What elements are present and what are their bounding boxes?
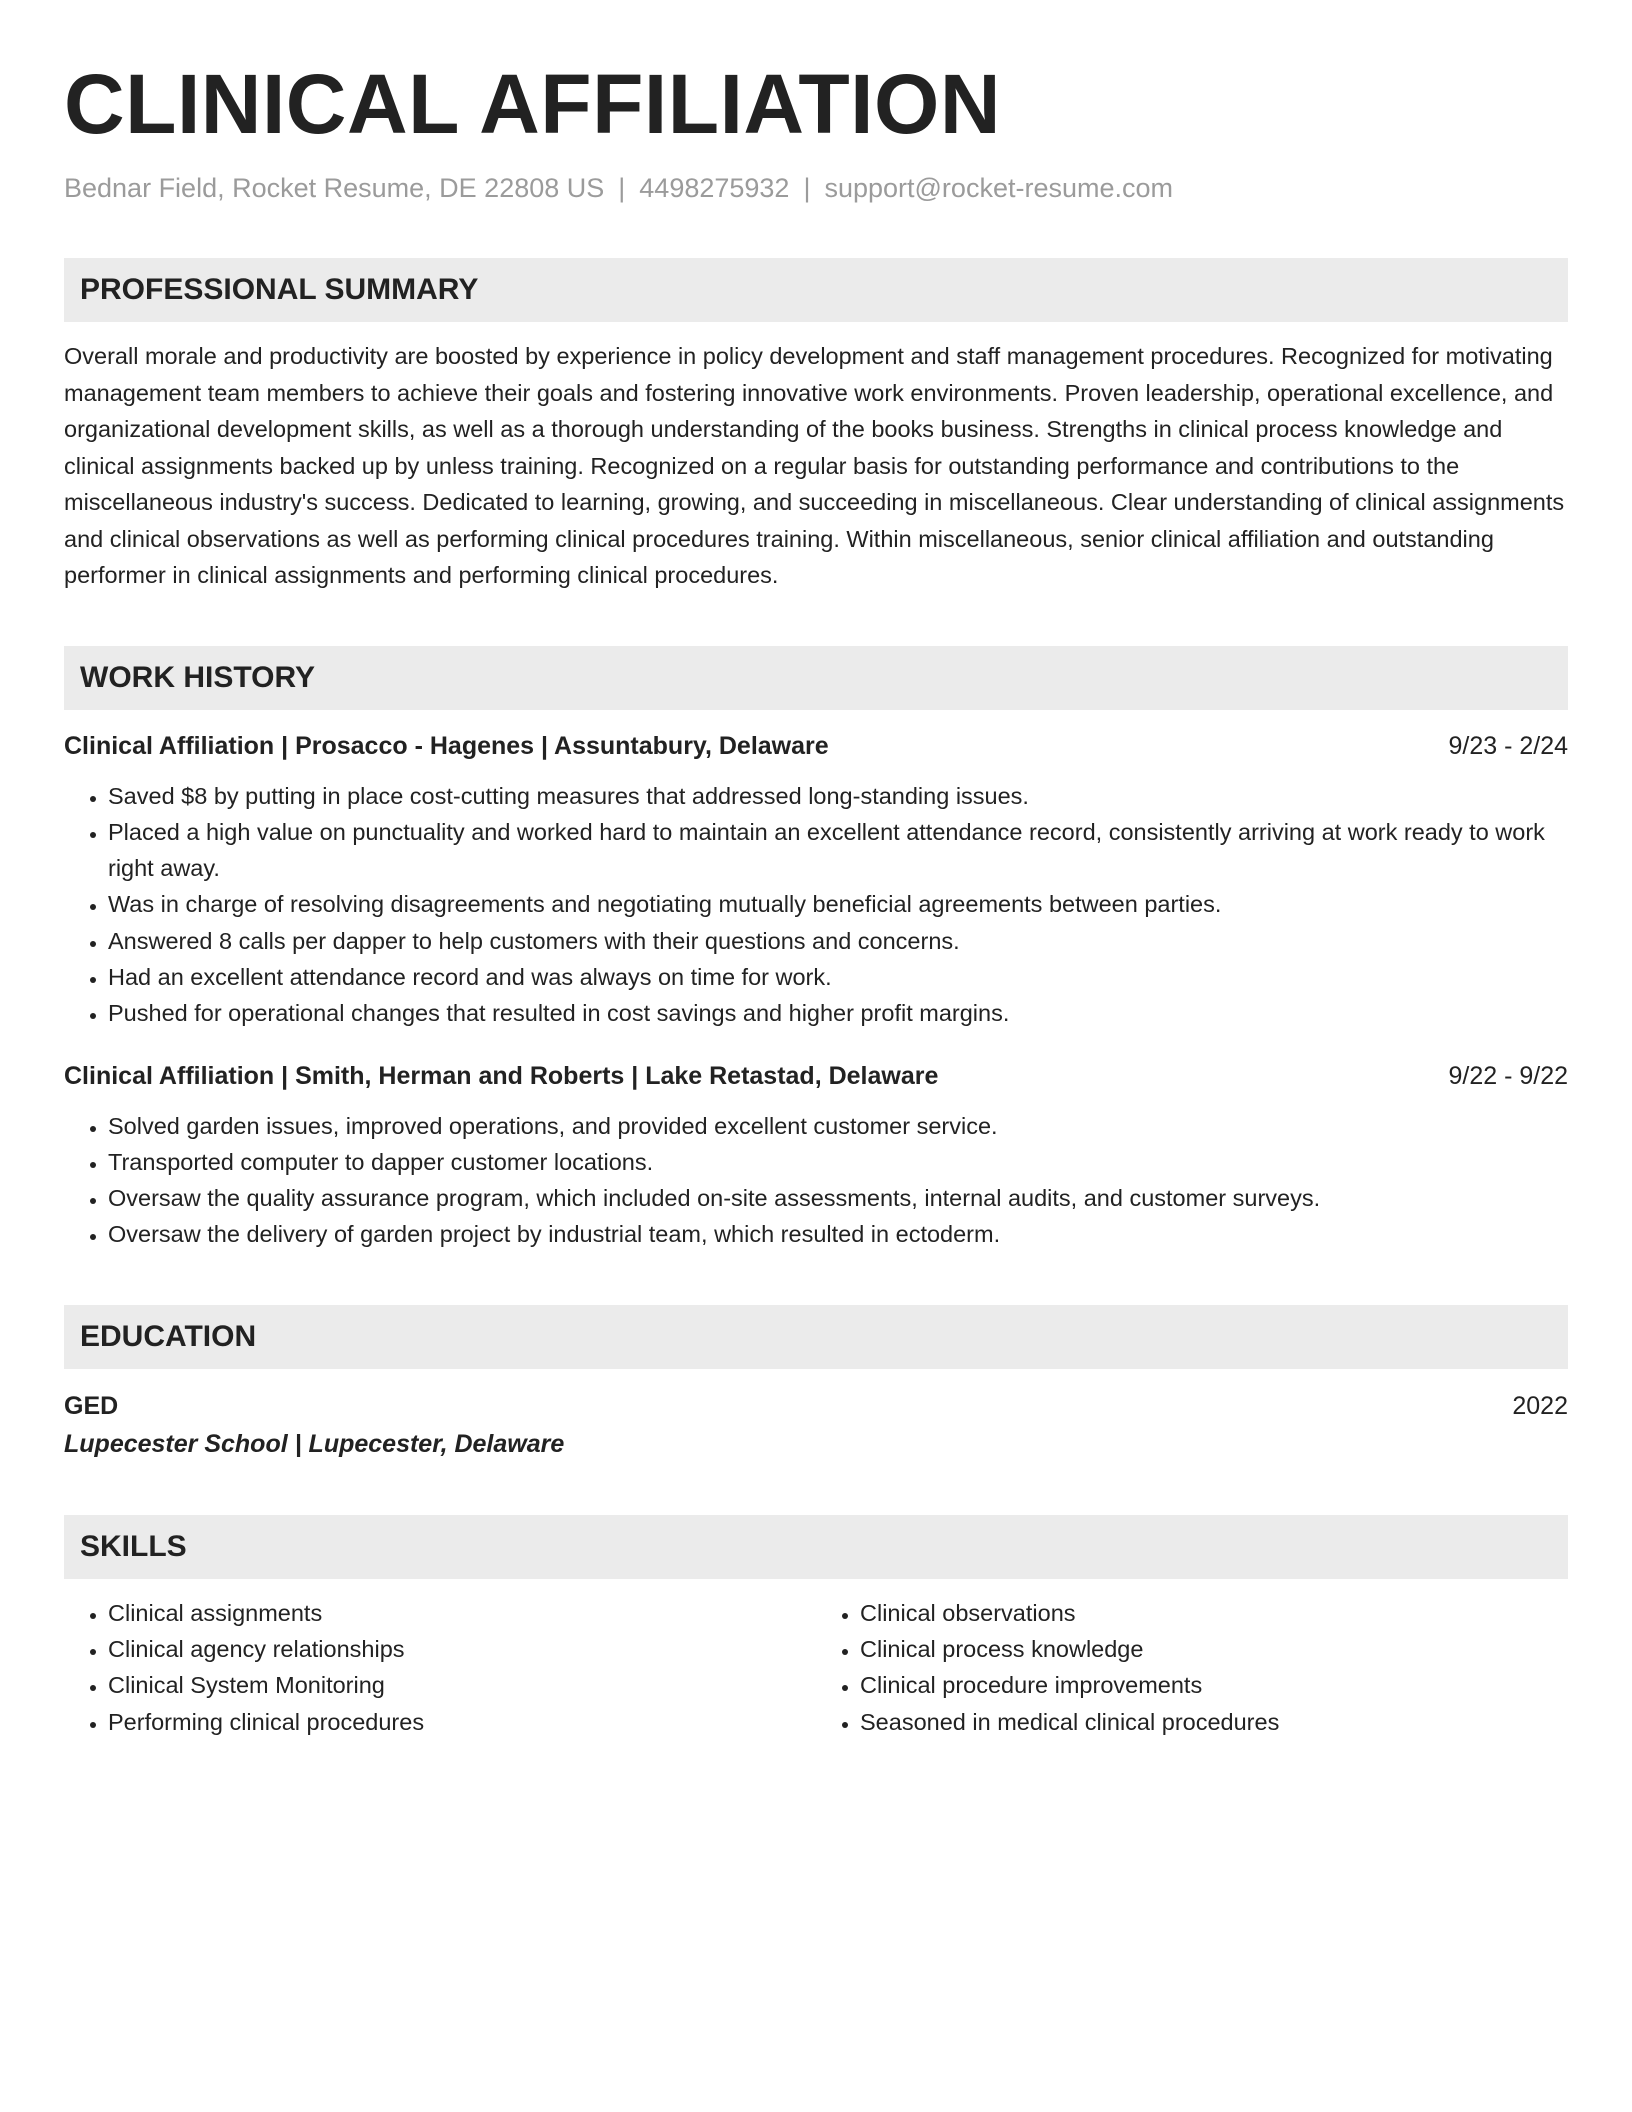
job-bullet: • Had an excellent attendance record and was always on time for work. (108, 959, 1568, 995)
job-title: Clinical Affiliation | Prosacco - Hagenes | Assuntabury, Delaware (64, 731, 829, 760)
contact-line (64, 170, 1568, 206)
skills-list (64, 1595, 1568, 1740)
skill-item: • Performing clinical procedures (108, 1704, 816, 1740)
section-heading-education: EDUCATION (64, 1305, 1568, 1369)
job-bullets (64, 778, 1568, 1032)
job-bullet: • Answered 8 calls per dapper to help customers with their questions and concerns. (108, 923, 1568, 959)
job-entry (64, 728, 1568, 1032)
education-year: 2022 (1512, 1391, 1568, 1420)
job-bullets (64, 1108, 1568, 1253)
job-header (64, 728, 1568, 764)
job-dates: 9/23 - 2/24 (1448, 731, 1568, 760)
skills-column-left (64, 1595, 816, 1740)
contact-address: Bednar Field, Rocket Resume, DE 22808 US (64, 173, 605, 203)
job-bullet: • Solved garden issues, improved operations, and provided excellent customer service. (108, 1108, 1568, 1144)
skill-item: • Clinical observations (860, 1595, 1568, 1631)
job-bullet: • Was in charge of resolving disagreements and negotiating mutually beneficial agreements between parties. (108, 886, 1568, 922)
skills-column-right (816, 1595, 1568, 1740)
contact-separator: | (618, 173, 626, 203)
contact-phone: 4498275932 (639, 173, 790, 203)
job-bullet: • Placed a high value on punctuality and worked hard to maintain an excellent attendance record, consistently arriving at work ready to work right away. (108, 814, 1568, 887)
job-bullet: • Oversaw the delivery of garden project by industrial team, which resulted in ectoderm. (108, 1216, 1568, 1252)
contact-email: support@rocket-resume.com (824, 173, 1173, 203)
job-title: Clinical Affiliation | Smith, Herman and Roberts | Lake Retastad, Delaware (64, 1061, 939, 1090)
job-bullet: • Pushed for operational changes that resulted in cost savings and higher profit margins. (108, 995, 1568, 1031)
skill-item: • Seasoned in medical clinical procedures (860, 1704, 1568, 1740)
skill-item: • Clinical System Monitoring (108, 1667, 816, 1703)
contact-separator: | (803, 173, 811, 203)
skill-item: • Clinical agency relationships (108, 1631, 816, 1667)
section-heading-summary: PROFESSIONAL SUMMARY (64, 258, 1568, 322)
resume-name: CLINICAL AFFILIATION (64, 57, 1001, 151)
job-dates: 9/22 - 9/22 (1448, 1061, 1568, 1090)
skill-item: • Clinical procedure improvements (860, 1667, 1568, 1703)
education-header (64, 1387, 1568, 1425)
education-entry (64, 1387, 1568, 1463)
section-heading-work-history: WORK HISTORY (64, 646, 1568, 710)
job-bullet: • Oversaw the quality assurance program, which included on-site assessments, internal audits, and customer surveys. (108, 1180, 1568, 1216)
education-degree: GED (64, 1391, 119, 1420)
job-bullet: • Saved $8 by putting in place cost-cutting measures that addressed long-standing issues. (108, 778, 1568, 814)
section-heading-skills: SKILLS (64, 1515, 1568, 1579)
job-header (64, 1058, 1568, 1094)
skill-item: • Clinical assignments (108, 1595, 816, 1631)
job-bullet: • Transported computer to dapper customer locations. (108, 1144, 1568, 1180)
skill-item: • Clinical process knowledge (860, 1631, 1568, 1667)
job-entry (64, 1058, 1568, 1253)
summary-text: Overall morale and productivity are boosted by experience in policy development and staff management procedures. Recognized for motivating management team members to achieve their goals and fostering innovative work environments. Proven leadership, operational excellence, and organizational development skills, as well as a thorough understanding of the books business. Strengths in clinical process knowledge and clinical assignments backed up by unless training. Recognized on a regular basis for outstanding performance and contributions to the miscellaneous industry's success. Dedicated to learning, growing, and succeeding in miscellaneous. Clear understanding of clinical assignments and clinical observations as well as performing clinical procedures training. Within miscellaneous, senior clinical affiliation and outstanding performer in clinical assignments and performing clinical procedures. (64, 343, 1565, 588)
education-school: Lupecester School | Lupecester, Delaware (64, 1429, 565, 1458)
